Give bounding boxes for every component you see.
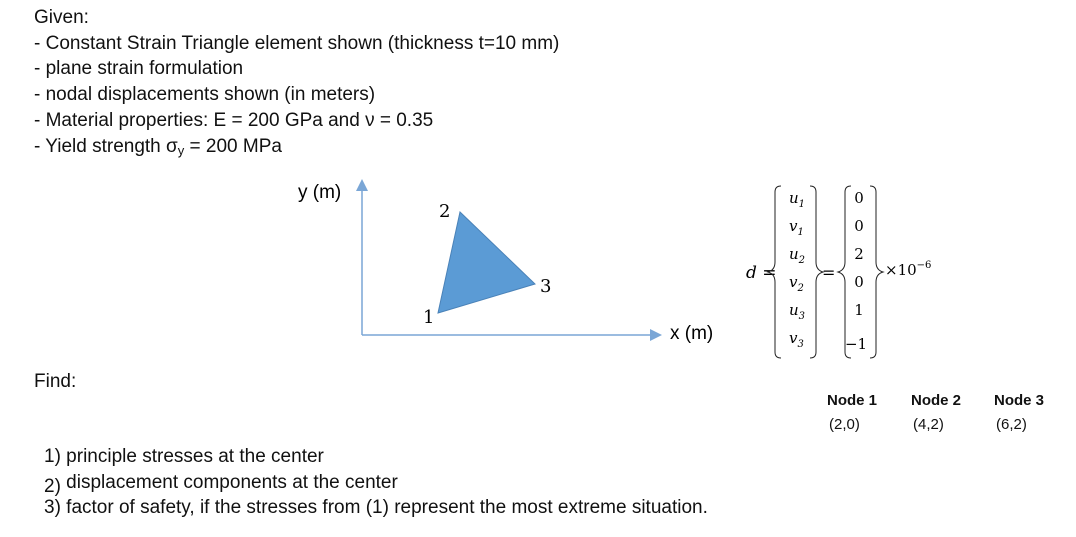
symbol-v1: $v_1$ <box>789 217 804 238</box>
task-3: 3) factor of safety, if the stresses from (1) represent the most extreme situation. <box>44 497 708 518</box>
node-2-coords: (4,2) <box>913 416 944 433</box>
yield-suffix: = 200 MPa <box>184 136 282 157</box>
find-heading: Find: <box>34 371 77 392</box>
scale-factor: $\times 10^{-6}$ <box>885 260 932 279</box>
given-item-element: - Constant Strain Triangle element shown (thickness t=10 mm) <box>34 33 560 54</box>
value-u1: 0 <box>854 189 864 207</box>
values-left-brace <box>838 186 851 358</box>
node-1-label: 1 <box>423 307 435 328</box>
node-3-coords: (6,2) <box>996 416 1027 433</box>
value-v2: 0 <box>854 273 864 291</box>
d-vector-lhs: d = <box>746 263 777 283</box>
symbol-v2: $v_2$ <box>789 273 804 294</box>
value-v3: −1 <box>844 335 868 353</box>
symbol-u2: $u_2$ <box>789 245 806 266</box>
node-1-coords: (2,0) <box>829 416 860 433</box>
node-3-header: Node 3 <box>994 392 1045 409</box>
y-axis-label: y (m) <box>298 182 342 203</box>
node-2-header: Node 2 <box>911 392 962 409</box>
value-u3: 1 <box>854 301 864 319</box>
node-1-header: Node 1 <box>827 392 878 409</box>
x-axis-label: x (m) <box>670 323 714 344</box>
given-item-material: - Material properties: E = 200 GPa and ν = 0.35 <box>34 110 434 131</box>
given-item-displacements: - nodal displacements shown (in meters) <box>34 84 376 105</box>
yield-prefix: - Yield strength <box>34 136 167 157</box>
sigma-subscript: y <box>177 143 185 158</box>
value-v1: 0 <box>854 217 864 235</box>
task-2: 2) displacement components at the center <box>44 472 398 497</box>
task-1: 1) principle stresses at the center <box>44 446 324 467</box>
values-right-brace <box>870 186 883 358</box>
symbol-u1: $u_1$ <box>789 189 806 210</box>
symbol-u3: $u_3$ <box>789 301 806 322</box>
node-2-label: 2 <box>439 201 451 222</box>
value-u2: 2 <box>854 245 864 263</box>
node-3-label: 3 <box>540 276 552 297</box>
symbol-v3: $v_3$ <box>789 329 804 350</box>
given-item-formulation: - plane strain formulation <box>34 58 244 79</box>
given-heading: Given: <box>34 7 89 28</box>
equals-sign: = <box>822 263 836 282</box>
sigma-symbol: σ <box>166 136 178 157</box>
